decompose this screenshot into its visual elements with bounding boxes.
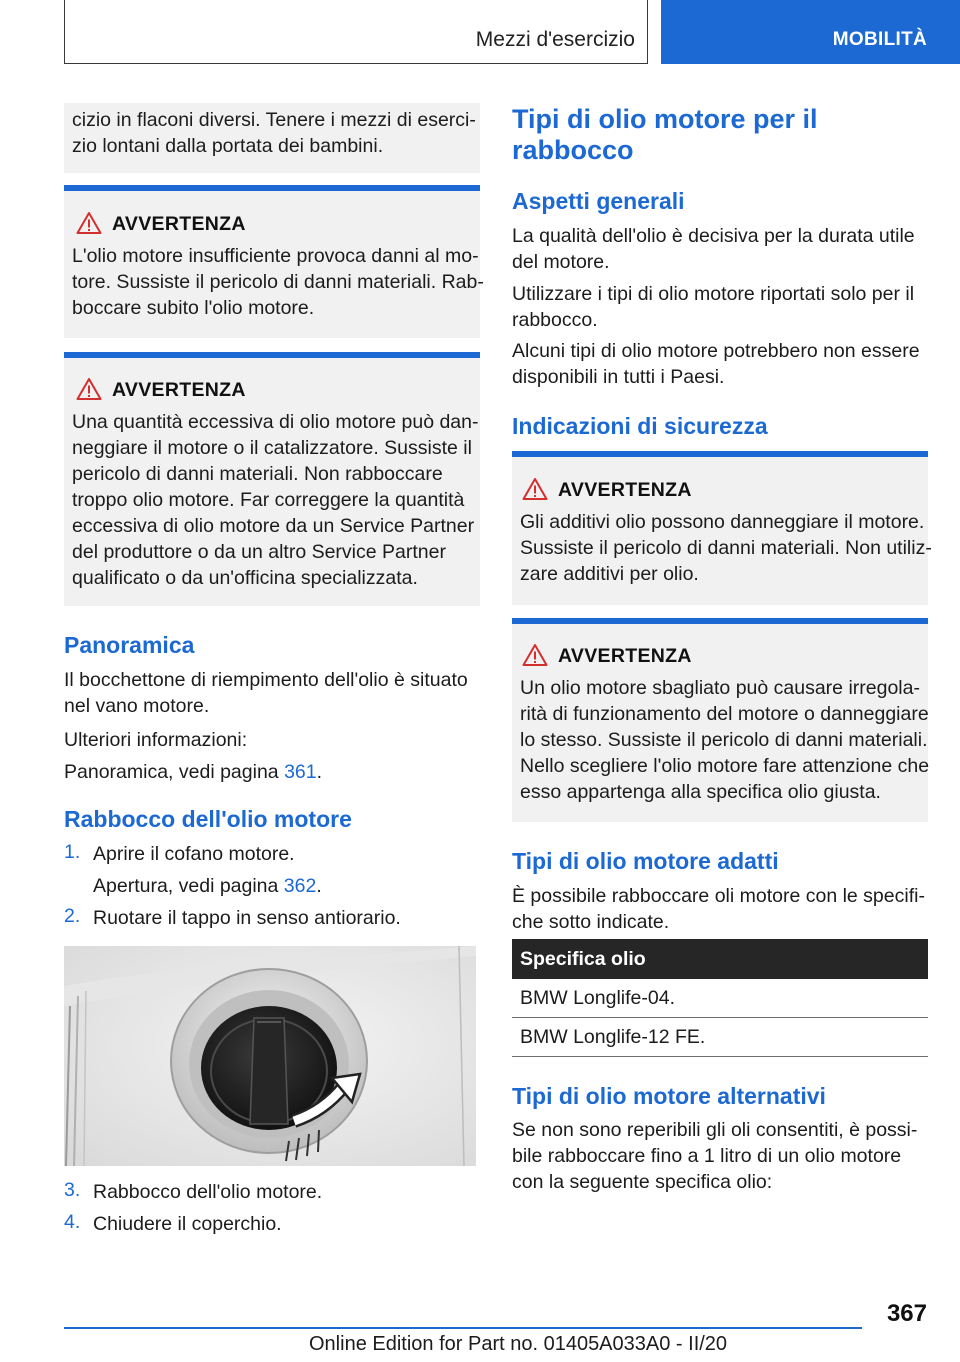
general-text: Alcuni tipi di olio motore potrebbero non essere disponibili in tutti i Paesi.	[512, 340, 920, 388]
general-text: La qualità dell'olio è decisiva per la durata utile del motore.	[512, 225, 915, 273]
warning-triangle-icon	[522, 643, 548, 667]
step-number: 3.	[64, 1179, 81, 1201]
warning-title: AVVERTENZA	[558, 479, 692, 501]
warning-triangle-icon	[76, 377, 102, 401]
footer-divider	[64, 1327, 862, 1329]
page-link[interactable]: 361	[284, 761, 317, 783]
overview-text: Il bocchettone di riempimento dell'olio è situato nel vano motore.	[64, 669, 468, 717]
oil-filler-cap-image	[64, 946, 476, 1166]
warning-title: AVVERTENZA	[558, 645, 692, 667]
overview-page-ref: Panoramica, vedi pagina 361.	[64, 761, 323, 783]
page-link[interactable]: 362	[283, 875, 317, 897]
warning-text: Gli additivi olio possono danneggiare il motore. Sussiste il pericolo di danni materiali. Non utiliz- zare additivi per olio.	[520, 511, 932, 585]
header-chapter-tab[interactable]	[661, 0, 960, 64]
general-text: Utilizzare i tipi di olio motore riportati solo per il rabbocco.	[512, 283, 915, 331]
overview-heading: Panoramica	[64, 632, 195, 658]
page-section-title: Tipi di olio motore per il rabbocco	[512, 104, 818, 165]
step-subref: Apertura, vedi pagina 362.	[93, 875, 322, 897]
safety-heading: Indicazioni di sicurezza	[512, 413, 768, 439]
suitable-oil-text: È possibile rabboccare oli motore con le specifi- che sotto indicate.	[512, 885, 925, 933]
warning-title: AVVERTENZA	[112, 379, 246, 401]
header-section-title: Mezzi d'esercizio	[475, 28, 635, 51]
warning-triangle-icon	[76, 211, 102, 235]
oil-spec-table-row: BMW Longlife-04.	[512, 979, 928, 1018]
alternative-oil-heading: Tipi di olio motore alternativi	[512, 1083, 826, 1109]
warning-triangle-icon	[522, 477, 548, 501]
warning-text: Una quantità eccessiva di olio motore può dan- neggiare il motore o il catalizzatore. Sussiste il pericolo di danni materiali. Non rabboccare troppo olio motore. Far correggere la quantità eccessiva di olio motore da un Service Partner del produttore o da un altro Service Partner qualificato o da un'officina specializzata.	[72, 411, 479, 589]
more-info-label: Ulteriori informazioni:	[64, 729, 248, 751]
suitable-oil-heading: Tipi di olio motore adatti	[512, 848, 779, 874]
header-chapter-title: MOBILITÀ	[832, 29, 927, 50]
refill-heading: Rabbocco dell'olio motore	[64, 806, 352, 832]
footer-edition: Online Edition for Part no. 01405A033A0 - II/20	[309, 1333, 728, 1355]
page-number: 367	[886, 1300, 927, 1327]
warning-text: Un olio motore sbagliato può causare irregola- rità di funzionamento del motore o danneggiare lo stesso. Sussiste il pericolo di danni materiali. Nello scegliere l'olio motore fare attenzione che esso appartenga alla specifica olio giusta.	[520, 677, 930, 803]
step-number: 4.	[64, 1211, 81, 1233]
alternative-oil-text: Se non sono reperibili gli oli consentiti, è possi- bile rabboccare fino a 1 litro di un olio motore con la seguente specifica olio:	[512, 1119, 918, 1193]
step-text: Chiudere il coperchio.	[93, 1213, 282, 1235]
step-text: Rabbocco dell'olio motore.	[93, 1181, 323, 1203]
intro-text: cizio in flaconi diversi. Tenere i mezzi di eserci- zio lontani dalla portata dei bambini.	[72, 109, 476, 157]
oil-spec-table-header: Specifica olio	[512, 939, 928, 979]
warning-text: L'olio motore insufficiente provoca danni al mo- tore. Sussiste il pericolo di danni materiali. Rab- boccare subito l'olio motore.	[72, 245, 484, 319]
step-number: 2.	[64, 905, 81, 927]
step-text: Aprire il cofano motore.	[93, 843, 295, 865]
general-heading: Aspetti generali	[512, 188, 685, 214]
step-text: Ruotare il tappo in senso antiorario.	[93, 907, 401, 929]
oil-spec-table-row: BMW Longlife-12 FE.	[512, 1018, 928, 1057]
warning-title: AVVERTENZA	[112, 213, 246, 235]
step-number: 1.	[64, 841, 81, 863]
header-section-box	[64, 0, 648, 64]
